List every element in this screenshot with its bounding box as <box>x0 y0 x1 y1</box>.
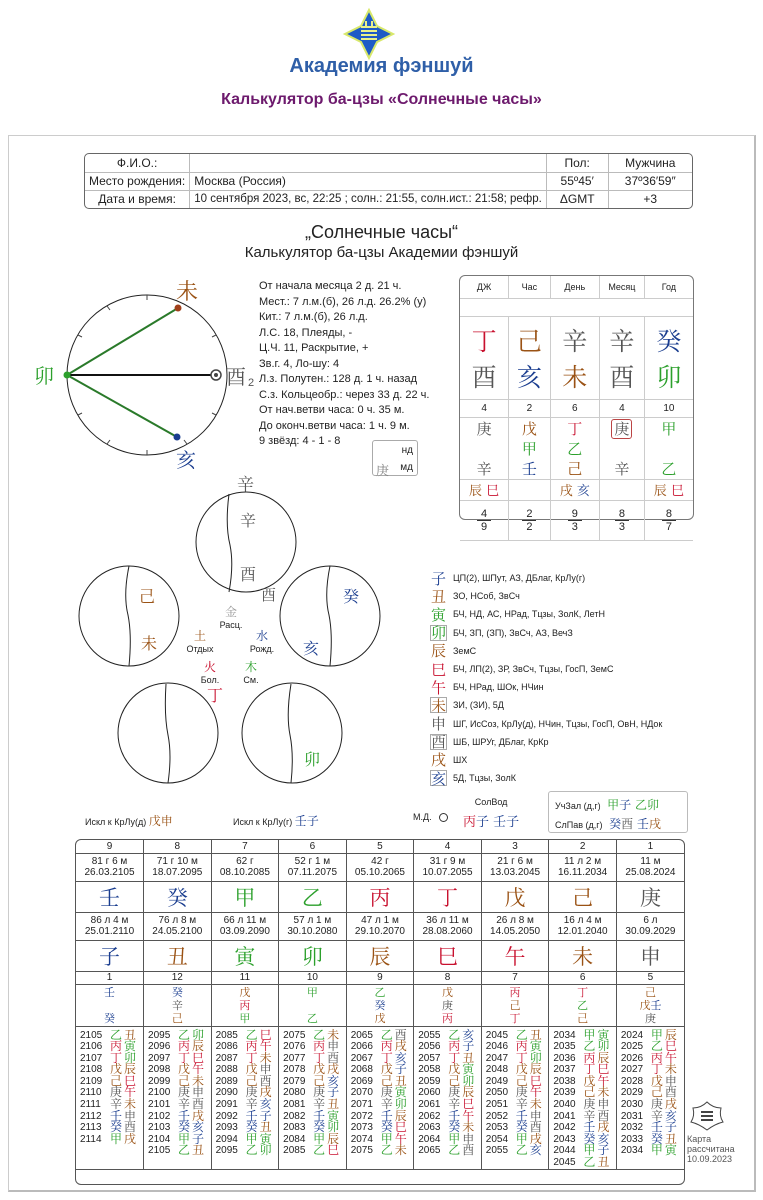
luck-hidden-stems: 乙 癸 戊 <box>346 984 414 1026</box>
four-pillars-table <box>459 275 694 533</box>
luck-stem-age: 31 г 9 м 10.07.2055 <box>414 853 482 881</box>
luck-branch-age: 36 л 11 м 28.08.2060 <box>414 912 482 940</box>
clock-right-branch: 酉 <box>226 365 246 389</box>
luck-branch: 午 <box>481 940 549 971</box>
luck-stem: 己 <box>549 881 617 912</box>
pillar-number: 4 <box>600 399 645 417</box>
luck-stem-age: 71 г 10 м 18.07.2095 <box>144 853 212 881</box>
nd-md-box: нд 庚 мд <box>372 440 418 476</box>
sundial-title: „Солнечные часы“ <box>304 222 459 242</box>
luck-stem-age: 62 г 08.10.2085 <box>211 853 279 881</box>
luck-stem-age: 81 г 6 м 26.03.2105 <box>76 853 144 881</box>
luck-hidden-stems: 丁 乙 己 <box>549 984 617 1026</box>
luck-number: 9 <box>76 840 144 853</box>
sundial-subtitle: Калькулятор ба-цзы Академии фэншуй <box>244 244 519 261</box>
luck-number: 6 <box>279 840 347 853</box>
annual-pillars-list: 2095 乙 卯 2096 丙 辰 2097 丁 巳 2098 戊 午 2099 己 未 2100 庚 申 2101 辛 酉 2102 壬 戌 2103 癸 亥 2104 甲 子 2105 乙 丑 <box>144 1026 212 1169</box>
pillar-number: 6 <box>550 399 600 417</box>
luck-branch-number: 8 <box>414 971 482 984</box>
luck-branch-age: 66 л 11 м 03.09.2090 <box>211 912 279 940</box>
pillar-number: 4 <box>460 399 509 417</box>
luck-hidden-stems: 丙 己 丁 <box>481 984 549 1026</box>
luck-number: 3 <box>481 840 549 853</box>
luck-hidden-stems: 甲 乙 <box>279 984 347 1026</box>
luck-number: 1 <box>616 840 684 853</box>
pillar-hidden-stems: 庚 辛 <box>460 417 509 479</box>
pillar-header: Месяц <box>600 276 645 298</box>
annual-pillars-list: 2024 甲 辰 2025 乙 巳 2026 丙 午 2027 丁 未 2028 戊 申 2029 己 酉 2030 庚 戌 2031 辛 亥 2032 壬 子 2033 癸 丑 2034 甲 寅 <box>616 1026 684 1169</box>
pillar-empty-branches: 辰 巳 <box>644 479 693 500</box>
circle-icon <box>439 813 448 822</box>
pillar-stem-branch: 丁 酉 <box>460 316 509 399</box>
luck-number: 4 <box>414 840 482 853</box>
element-metal: 金 Расц. <box>219 605 243 630</box>
branch-list-item: 戌 ШХ <box>430 751 468 770</box>
element-wood: 木 См. <box>243 660 259 685</box>
academy-seal-icon <box>689 1100 725 1132</box>
luck-stem: 庚 <box>616 881 684 912</box>
md-indicator: М.Д. <box>413 812 448 822</box>
luck-branch-age: 76 л 8 м 24.05.2100 <box>144 912 212 940</box>
luck-number: 2 <box>549 840 617 853</box>
pillar-header: Год <box>644 276 693 298</box>
branch-stars-list <box>430 569 662 787</box>
branch-list-item: 酉 ШБ, ШРУг, ДБлаг, КрКр <box>431 733 549 752</box>
fio-value <box>190 154 547 172</box>
academy-logo-icon <box>343 8 395 60</box>
pillar-empty-branches <box>509 479 550 500</box>
luck-branch: 子 <box>76 940 144 971</box>
luck-branch-number: 1 <box>76 971 144 984</box>
uchzal-box: УчЗал (д,г) 甲子 乙卯 СлПав (д,г) 癸酉 壬戌 <box>548 791 688 833</box>
place-label: Место рождения: <box>85 172 190 190</box>
element-water: 水 Рожд. <box>249 629 275 654</box>
luck-branch-age: 57 л 1 м 30.10.2080 <box>279 912 347 940</box>
pillar-stem-branch: 辛 未 <box>550 316 600 399</box>
luck-stem: 丙 <box>346 881 414 912</box>
exclusion-d: Искл к КрЛу(д) 戊申 <box>85 814 173 828</box>
luck-branch-number: 5 <box>616 971 684 984</box>
luck-branch-age: 47 л 1 м 29.10.2070 <box>346 912 414 940</box>
branch-list-item: 子 ЦП(2), ШПут, АЗ, ДБлаг, КрЛу(г) <box>430 569 586 588</box>
fio-label: Ф.И.О.: <box>85 154 190 172</box>
chart-stats: От начала месяца 2 д. 21 ч. Мест.: 7 л.м.(б), 26 л.д. 26.2% (у) Кит.: 7 л.м.(б), 26 л.д. Л.С. 18, Плеяды, - Ц.Ч. 11, Раскрытие, + Зв.г. 4, Ло-шу: 4 Л.з. Полутен.: 128 д. 1 ч. назад С.з. Кольцеобр.: через 33 д. 22 ч. От нач.ветви часа: 0 ч. 35 м. До оконч.ветви часа: 1 ч. 9 м. 9 звёзд: 4 - 1 - 8 <box>259 280 430 447</box>
clock-top-branch: 未 <box>176 280 199 305</box>
pillar-empty-branches: 戌 亥 <box>550 479 600 500</box>
luck-stem: 丁 <box>414 881 482 912</box>
luck-hidden-stems: 壬 癸 <box>76 984 144 1026</box>
pillar-fraction: 8 7 <box>644 500 693 540</box>
luck-branch: 未 <box>549 940 617 971</box>
gender-label: Пол: <box>546 154 608 172</box>
luck-stem-age: 21 г 6 м 13.03.2045 <box>481 853 549 881</box>
calculation-stamp: Карта рассчитана 10.09.2023 <box>687 1100 735 1164</box>
element-earth: 土 Отдых <box>186 629 214 654</box>
gender-value: Мужчина <box>608 154 692 172</box>
luck-branch: 寅 <box>211 940 279 971</box>
pillar-fraction: 8 3 <box>600 500 645 540</box>
pillar-hidden-stems: 庚 辛 <box>600 417 645 479</box>
luck-stem: 壬 <box>76 881 144 912</box>
luck-pillars-table <box>75 839 685 1185</box>
annual-pillars-list: 2055 乙 亥 2056 丙 子 2057 丁 丑 2058 戊 寅 2059 己 卯 2060 庚 辰 2061 辛 巳 2062 壬 午 2063 癸 未 2064 甲 申 2065 乙 酉 <box>414 1026 482 1169</box>
pillar-number: 10 <box>644 399 693 417</box>
luck-branch-age: 16 л 4 м 12.01.2040 <box>549 912 617 940</box>
datetime-label: Дата и время: <box>85 190 190 208</box>
branch-list-item: 卯 БЧ, ЗП, (ЗП), ЗвСч, АЗ, ВечЗ <box>431 624 573 643</box>
calculator-subtitle: Калькулятор ба-цзы «Солнечные часы» <box>221 91 542 108</box>
luck-number: 7 <box>211 840 279 853</box>
pillar-hidden-stems: 戊 甲 壬 <box>509 417 550 479</box>
pillar-stem-branch: 己 亥 <box>509 316 550 399</box>
branch-list-item: 寅 БЧ, НД, АС, НРад, Тцзы, ЗолК, ЛетН <box>430 605 605 624</box>
annual-pillars-list: 2075 乙 未 2076 丙 申 2077 丁 酉 2078 戊 戌 2079 己 亥 2080 庚 子 2081 辛 丑 2082 壬 寅 2083 癸 卯 2084 甲 辰 2085 乙 巳 <box>279 1026 347 1169</box>
branch-list-item: 亥 5Д, Тцзы, ЗолК <box>431 769 516 788</box>
luck-branch: 巳 <box>414 940 482 971</box>
luck-stem-age: 11 л 2 м 16.11.2034 <box>549 853 617 881</box>
luck-hidden-stems: 戊 庚 丙 <box>414 984 482 1026</box>
luck-branch-number: 7 <box>481 971 549 984</box>
brand-title: Академия фэншуй <box>289 55 474 77</box>
pillar-fraction: 2 2 <box>509 500 550 540</box>
latitude: 55º45′ <box>546 172 608 190</box>
luck-branch: 辰 <box>346 940 414 971</box>
branch-list-item: 午 БЧ, НРад, ШОк, НЧин <box>430 678 544 697</box>
luck-branch: 卯 <box>279 940 347 971</box>
luck-number: 8 <box>144 840 212 853</box>
luck-stem: 戊 <box>481 881 549 912</box>
branch-list-item: 申 ШГ, ИсСоз, КрЛу(д), НЧин, Тцзы, ГосП, ОвН, НДок <box>430 715 663 734</box>
luck-hidden-stems: 癸 辛 己 <box>144 984 212 1026</box>
luck-branch-number: 9 <box>346 971 414 984</box>
birth-info-table <box>84 153 693 209</box>
element-fire: 火 Бол. <box>200 660 220 685</box>
exclusion-g: Искл к КрЛу(г) 壬子 <box>233 814 319 828</box>
pillar-stem-branch: 癸 卯 <box>644 316 693 399</box>
annual-pillars-list: 2105 乙 丑 2106 丙 寅 2107 丁 卯 2108 戊 辰 2109 己 巳 2110 庚 午 2111 辛 未 2112 壬 申 2113 癸 酉 2114 甲 戌 <box>76 1026 144 1169</box>
branch-list-item: 未 ЗИ, (ЗИ), 5Д <box>431 696 504 715</box>
pillar-hidden-stems: 丁 乙 己 <box>550 417 600 479</box>
pillar-hidden-stems: 甲 乙 <box>644 417 693 479</box>
luck-branch-age: 6 л 30.09.2029 <box>616 912 684 940</box>
luck-branch-number: 11 <box>211 971 279 984</box>
annual-pillars-list: 2034 甲 寅 2035 乙 卯 2036 丙 辰 2037 丁 巳 2038 戊 午 2039 己 未 2040 庚 申 2041 辛 酉 2042 壬 戌 2043 癸 亥 2044 甲 子 2045 乙 丑 <box>549 1026 617 1169</box>
branch-list-item: 丑 ЗО, НСоб, ЗвСч <box>430 587 520 606</box>
branch-list-item: 辰 ЗемС <box>430 642 477 661</box>
gmt-label: ΔGMT <box>546 190 608 208</box>
annual-pillars-list: 2065 乙 酉 2066 丙 戌 2067 丁 亥 2068 戊 子 2069 己 丑 2070 庚 寅 2071 辛 卯 2072 壬 辰 2073 癸 巳 2074 甲 午 2075 乙 未 <box>346 1026 414 1169</box>
luck-stem-age: 52 г 1 м 07.11.2075 <box>279 853 347 881</box>
luck-stem-age: 42 г 05.10.2065 <box>346 853 414 881</box>
clock-left-branch: 卯 <box>34 364 54 388</box>
pillar-number: 2 <box>509 399 550 417</box>
luck-branch: 丑 <box>144 940 212 971</box>
pillar-stem-branch: 辛 酉 <box>600 316 645 399</box>
longitude: 37º36′59″ <box>608 172 692 190</box>
svg-text:2: 2 <box>248 377 255 389</box>
luck-stem: 癸 <box>144 881 212 912</box>
luck-number: 5 <box>346 840 414 853</box>
annual-pillars-list: 2045 乙 丑 2046 丙 寅 2047 丁 卯 2048 戊 辰 2049 己 巳 2050 庚 午 2051 辛 未 2052 壬 申 2053 癸 酉 2054 甲 戌 2055 乙 亥 <box>481 1026 549 1169</box>
pillar-header: ДЖ <box>460 276 509 298</box>
luck-branch-number: 10 <box>279 971 347 984</box>
solvod-block: СолВод 丙子 壬子 <box>463 797 520 830</box>
luck-hidden-stems: 己 戊壬 庚 <box>616 984 684 1026</box>
pillar-fraction: 9 3 <box>550 500 600 540</box>
luck-stem-age: 11 м 25.08.2024 <box>616 853 684 881</box>
clock-bottom-branch: 亥 <box>176 448 196 472</box>
luck-branch-age: 86 л 4 м 25.01.2110 <box>76 912 144 940</box>
pillar-fraction: 4 9 <box>460 500 509 540</box>
datetime-value: 10 сентября 2023, вс, 22:25 ; солн.: 21:55, солн.ист.: 21:58; рефр. <box>190 190 547 208</box>
sun-clock-diagram <box>20 275 260 475</box>
pillar-header: День <box>550 276 600 298</box>
luck-stem: 乙 <box>279 881 347 912</box>
luck-branch: 申 <box>616 940 684 971</box>
luck-stem: 甲 <box>211 881 279 912</box>
place-value: Москва (Россия) <box>190 172 547 190</box>
branch-list-item: 巳 БЧ, ЛП(2), ЗР, ЗвСч, Тцзы, ГосП, ЗемС <box>430 660 614 679</box>
luck-branch-number: 6 <box>549 971 617 984</box>
pillar-empty-branches <box>600 479 645 500</box>
gmt-value: +3 <box>643 192 658 207</box>
annual-pillars-list: 2085 乙 巳 2086 丙 午 2087 丁 未 2088 戊 申 2089 己 酉 2090 庚 戌 2091 辛 亥 2092 壬 子 2093 癸 丑 2094 甲 寅 2095 乙 卯 <box>211 1026 279 1169</box>
luck-branch-number: 12 <box>144 971 212 984</box>
luck-hidden-stems: 戊 丙 甲 <box>211 984 279 1026</box>
pillar-empty-branches: 辰 巳 <box>460 479 509 500</box>
pillar-header: Час <box>509 276 550 298</box>
luck-branch-age: 26 л 8 м 14.05.2050 <box>481 912 549 940</box>
